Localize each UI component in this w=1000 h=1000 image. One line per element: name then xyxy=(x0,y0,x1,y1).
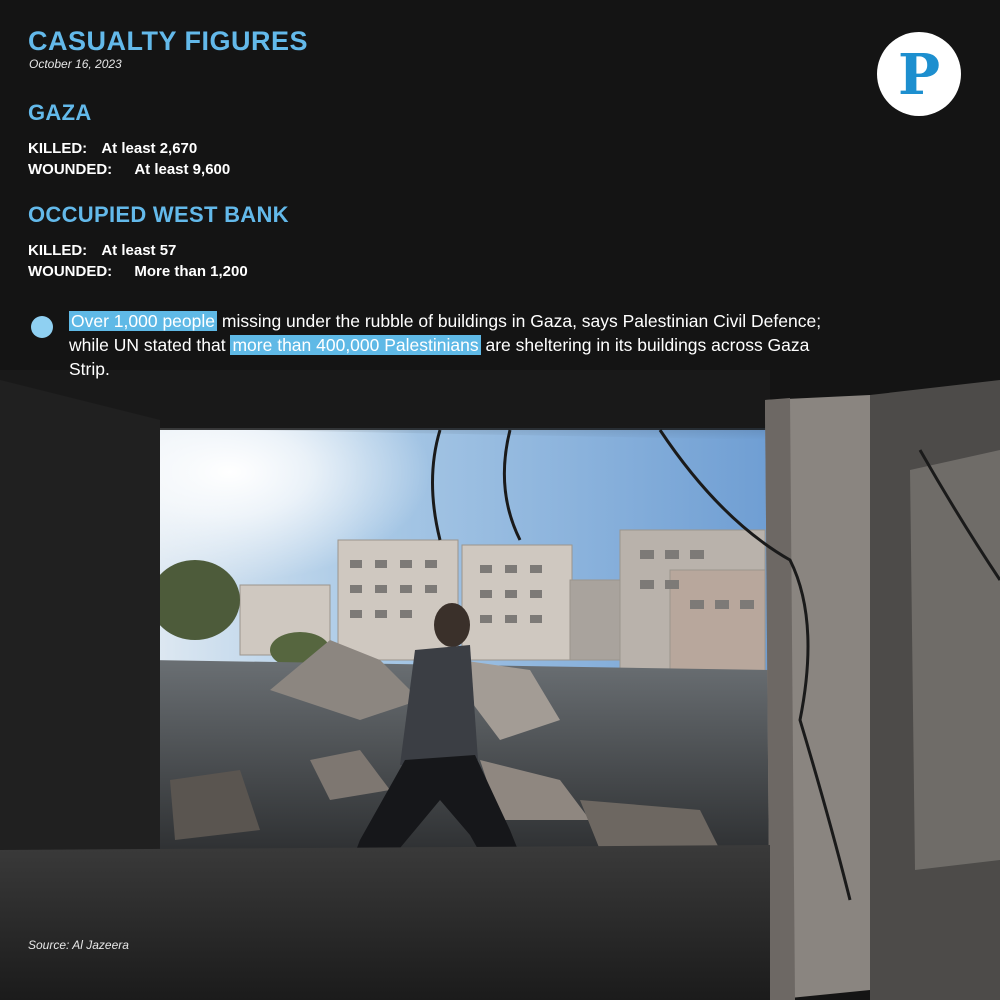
floor xyxy=(0,845,770,1000)
west-bank-killed-label: KILLED: xyxy=(28,242,88,259)
page-title: CASUALTY FIGURES xyxy=(28,26,309,56)
date-text: October 16, 2023 xyxy=(29,57,122,71)
gaza-wounded-value: At least 9,600 xyxy=(134,161,231,178)
source-credit: Source: Al Jazeera xyxy=(28,938,129,952)
west-bank-wounded-label: WOUNDED: xyxy=(28,263,113,280)
west-bank-killed-row xyxy=(28,242,176,259)
note-paragraph xyxy=(69,309,829,381)
publisher-logo xyxy=(877,32,961,116)
west-bank-wounded-row xyxy=(28,263,248,280)
note-text-1: missing under the rubble of buildings in Gaza, says Palestinian Civil Defence; while UN stated that xyxy=(69,311,822,355)
note-highlight-sheltering: more than 400,000 Palestinians xyxy=(232,335,479,355)
note-text-2: are sheltering in its buildings across Gaza Strip. xyxy=(69,335,810,379)
note-highlight-missing: Over 1,000 people xyxy=(71,311,215,331)
logo-letter: P xyxy=(897,42,941,108)
west-bank-killed-value: At least 57 xyxy=(101,242,177,259)
west-bank-heading: OCCUPIED WEST BANK xyxy=(28,202,289,227)
west-bank-wounded-value: More than 1,200 xyxy=(134,263,248,280)
bullet-dot-icon xyxy=(31,316,53,338)
gaza-wounded-row xyxy=(28,161,230,178)
gaza-killed-value: At least 2,670 xyxy=(101,140,198,157)
gaza-killed-row xyxy=(28,140,197,157)
gaza-killed-label: KILLED: xyxy=(28,140,88,157)
gaza-heading: GAZA xyxy=(28,100,92,125)
gaza-wounded-label: WOUNDED: xyxy=(28,161,113,178)
